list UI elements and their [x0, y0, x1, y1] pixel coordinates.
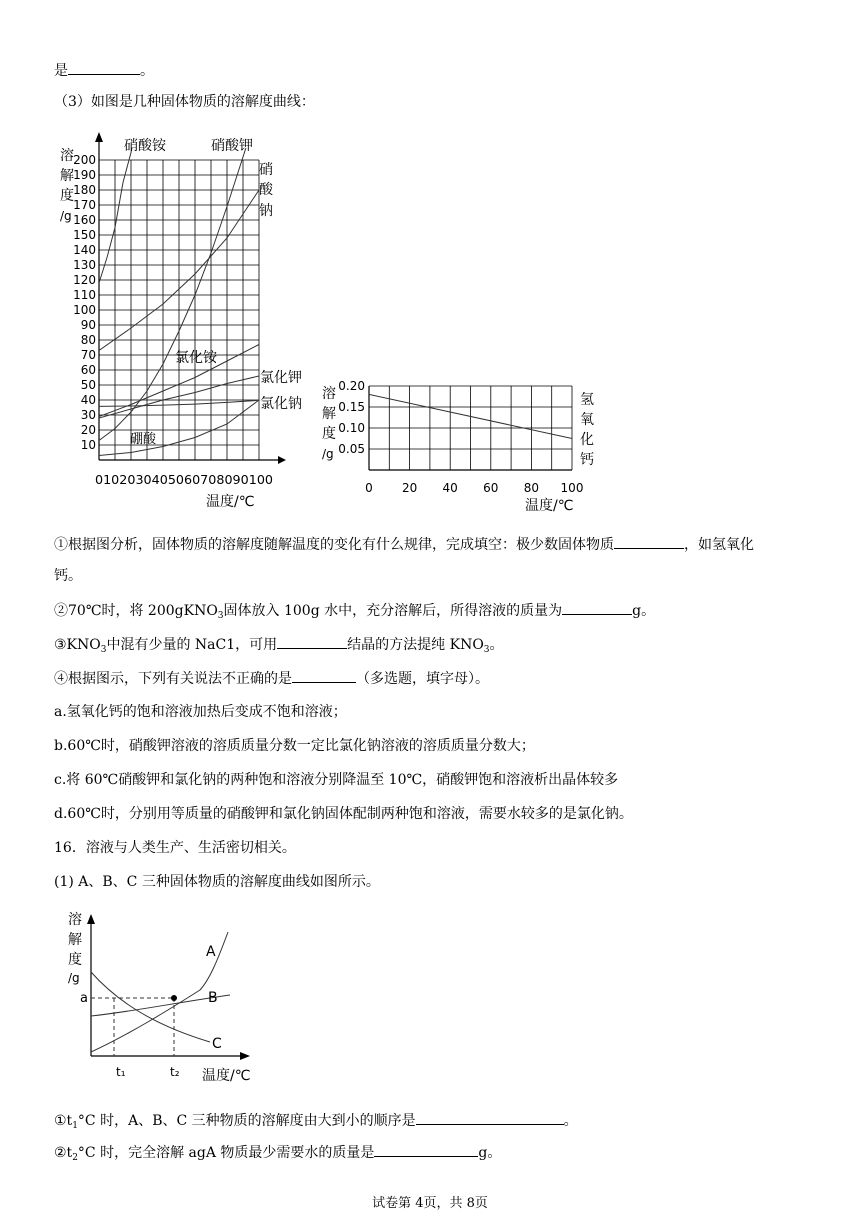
label-nano3-3: 钠: [259, 203, 273, 219]
subquestion-2: ②70℃时，将 200gKNO$_3$固体放入 100g 水中，充分溶解后，所得溶液的质量为 g。: [54, 600, 655, 626]
y-tick-label: 110: [73, 288, 96, 302]
label-kno3: 硝酸钾: [211, 138, 253, 154]
y-tick-label: 160: [73, 213, 96, 227]
y-label-4: /g: [68, 971, 80, 985]
solubility-chart-main: [54, 128, 302, 516]
y-tick-labels: [338, 379, 365, 456]
y-tick-label: 0.20: [338, 379, 365, 393]
y-tick-label: 120: [73, 273, 96, 287]
label-caoh2-2: 氧: [580, 412, 594, 428]
line-answer-prev: 是 。: [54, 60, 154, 81]
x-tick-labels: [95, 473, 273, 487]
y-tick-label: 190: [73, 168, 96, 182]
y-label-3: 度: [322, 426, 336, 442]
answer-blank[interactable]: [562, 600, 632, 615]
y-tick-label: 90: [80, 318, 96, 332]
label-caoh2-4: 钙: [580, 452, 594, 468]
y-label-1: 溶: [60, 148, 74, 164]
y-tick-label: 30: [80, 408, 96, 422]
subquestion-4: ④根据图示，下列有关说法不正确的是 （多选题，填字母）。: [54, 668, 489, 689]
label-caoh2-1: 氢: [580, 392, 594, 408]
solubility-chart-caoh2: [318, 378, 608, 516]
y-label-2: 解: [322, 406, 336, 422]
label-c: C: [212, 1036, 222, 1052]
x-axis-label: 温度/℃: [206, 494, 255, 510]
y-tick-label: 200: [73, 153, 96, 167]
y-tick-label: 60: [80, 363, 96, 377]
question-16-part-1: (1) A、B、C 三种固体物质的溶解度曲线如图所示。: [54, 874, 380, 890]
label-a: A: [206, 944, 216, 960]
y-label-1: 溶: [322, 386, 336, 402]
y-tick-label: 130: [73, 258, 96, 272]
y-label-2: 解: [68, 932, 82, 948]
y-tick-label: 140: [73, 243, 96, 257]
y-tick-label: 40: [80, 393, 96, 407]
x-tick-labels-row: 0102030405060708090100: [95, 473, 273, 487]
x-tick-label: 40: [442, 481, 458, 495]
y-tick-label: 0.15: [338, 400, 365, 414]
question-3-intro: （3）如图是几种固体物质的溶解度曲线：: [54, 94, 315, 110]
y-label-3: 度: [68, 952, 82, 968]
y-label-3: 度: [60, 188, 74, 204]
subquestion-1-cont: 钙。: [54, 568, 82, 584]
y-tick-labels: [73, 153, 96, 452]
y-label-1: 溶: [68, 912, 82, 928]
y-tick-label: 50: [80, 378, 96, 392]
y-tick-label: 150: [73, 228, 96, 242]
y-label-4: /g: [60, 209, 72, 223]
page-footer: 试卷第 4页，共 8页: [372, 1196, 488, 1211]
label-b: B: [208, 990, 218, 1006]
x-tick-t1: t₁: [116, 1065, 126, 1079]
label-nh4cl: 氯化铵: [175, 350, 217, 366]
q16-subquestion-2: $②t_2^\circ C$ 时，完全溶解 agA 物质最少需要水的质量是 g。: [54, 1142, 501, 1168]
y-tick-label: 70: [80, 348, 96, 362]
label-nano3-1: 硝: [259, 162, 273, 178]
y-tick-label: 10: [80, 438, 96, 452]
option-a: a.氢氧化钙的饱和溶液加热后变成不饱和溶液；: [54, 704, 347, 720]
intersection-point: [171, 995, 177, 1001]
y-tick-label: 0.10: [338, 421, 365, 435]
x-axis-label: 温度/℃: [202, 1068, 251, 1084]
answer-blank[interactable]: [292, 668, 356, 683]
x-tick-label: 60: [483, 481, 499, 495]
subquestion-3: $③KNO_3$中混有少量的 NaC1，可用 结晶的方法提纯 $KNO_3$。: [54, 634, 504, 660]
answer-blank[interactable]: [277, 634, 347, 649]
chart-grid: [99, 160, 259, 460]
x-tick-label: 0: [365, 481, 373, 495]
label-nacl: 氯化钠: [260, 396, 302, 412]
answer-blank[interactable]: [614, 534, 684, 549]
answer-blank[interactable]: [416, 1110, 564, 1125]
question-16: 16．溶液与人类生产、生活密切相关。: [54, 840, 296, 856]
chart-grid: [369, 386, 572, 470]
label-nh4no3: 硝酸铵: [124, 138, 166, 154]
x-tick-t2: t₂: [170, 1065, 180, 1079]
x-axis-label: 温度/℃: [525, 498, 574, 514]
y-tick-label: 20: [80, 423, 96, 437]
y-tick-label: 100: [73, 303, 96, 317]
curve-c: [91, 972, 210, 1042]
y-tick-label: 170: [73, 198, 96, 212]
y-label-4: /g: [322, 447, 334, 461]
answer-blank[interactable]: [374, 1142, 478, 1157]
label-kcl: 氯化钾: [260, 370, 302, 386]
option-c: c.将 60℃硝酸钾和氯化钠的两种饱和溶液分别降温至 10℃，硝酸钾饱和溶液析出晶体较多: [54, 772, 619, 788]
y-tick-label: 180: [73, 183, 96, 197]
label-nano3-2: 酸: [259, 182, 273, 198]
x-tick-label: 20: [401, 481, 418, 495]
series-line: [99, 142, 248, 441]
x-tick-labels: [365, 481, 583, 495]
solubility-chart-abc: [60, 904, 280, 1084]
option-b: b.60℃时，硝酸钾溶液的溶质质量分数一定比氯化钠溶液的溶质质量分数大；: [54, 738, 535, 754]
q16-subquestion-1: $①t_1^\circ C$ 时，A、B、C 三种物质的溶解度由大到小的顺序是 。: [54, 1110, 578, 1136]
y-tick-a: a: [80, 991, 88, 1006]
x-tick-label: 100: [560, 481, 584, 495]
label-caoh2-3: 化: [580, 432, 594, 448]
option-d: d.60℃时，分别用等质量的硝酸钾和氯化钠固体配制两种饱和溶液，需要水较多的是氯化钠。: [54, 806, 633, 822]
series-line: [99, 138, 134, 284]
x-tick-label: 80: [523, 481, 540, 495]
y-tick-label: 80: [80, 333, 96, 347]
subquestion-1: ①根据图分析，固体物质的溶解度随解温度的变化有什么规律，完成填空：极少数固体物质 ，如氢氧化: [54, 534, 754, 555]
y-label-2: 解: [60, 168, 74, 184]
label-h3bo3: 硼酸: [130, 432, 157, 447]
y-tick-label: 0.05: [338, 442, 365, 456]
answer-blank[interactable]: [68, 60, 140, 75]
guide-lines: [91, 998, 174, 1056]
